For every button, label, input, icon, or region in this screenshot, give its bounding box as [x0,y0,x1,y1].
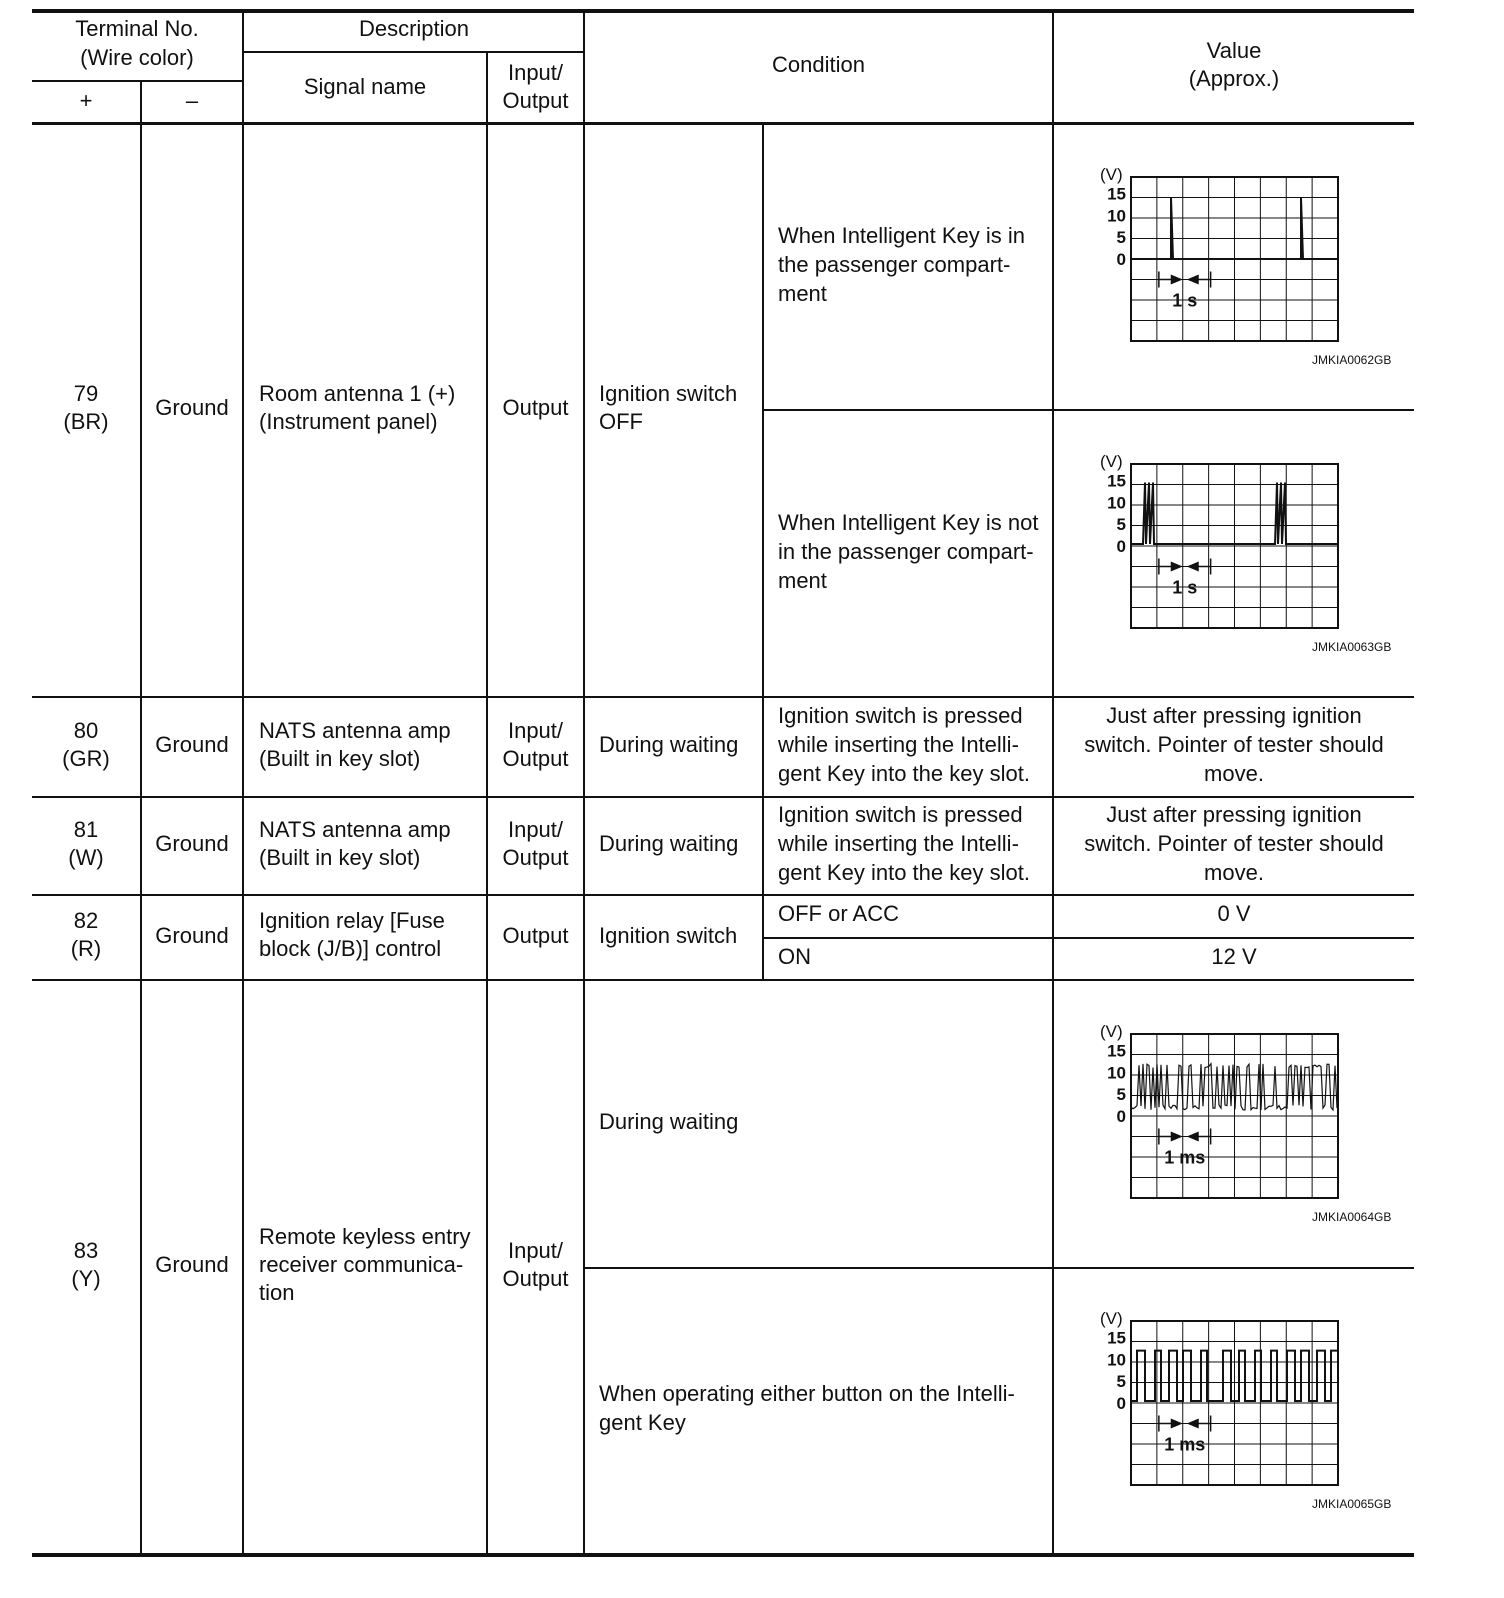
row82-signal-line2: block (J/B)] control [259,936,442,961]
row83-signal-line3: tion [259,1280,295,1305]
row80-signal-line2: (Built in key slot) [259,746,421,771]
header-minus: – [185,88,199,113]
row80-ground: Ground [155,732,229,757]
col-minus-left [140,81,142,1555]
row79-signal-line2: (Instrument panel) [259,409,438,434]
row79-wire: (BR) [63,409,109,434]
header-io-line1: Input/ [507,60,564,85]
header-signal-name: Signal name [303,74,427,99]
row80-io-line2: Output [502,746,569,771]
row81-ground: Ground [155,831,229,856]
row80-detail-line2: while inserting the Intelli- [778,732,1019,757]
waveform-79-key-in-code: JMKIA0062GB [1312,353,1392,367]
y-tick-label: 5 [1116,228,1126,248]
col-signal-left [242,11,244,1555]
row82-condition: Ignition switch [599,923,738,948]
row81-detail-line1: Ignition switch is pressed [778,802,1023,827]
y-tick-label: 0 [1116,250,1126,269]
row80-value-line3: move. [1204,761,1264,786]
header-description: Description [358,16,470,41]
y-tick-label: 10 [1107,1063,1126,1083]
row82-wire: (R) [70,936,102,961]
row83-signal-line1: Remote keyless entry [259,1224,471,1249]
row80-wire: (GR) [62,746,110,771]
row81-detail-line2: while inserting the Intelli- [778,831,1019,856]
time-label: 1 s [1172,290,1198,311]
row80-value-line1: Just after pressing ignition [1106,703,1362,728]
y-tick-label: 10 [1107,206,1126,226]
waveform-83-button [1096,1308,1346,1490]
waveform-79-key-in [1096,164,1346,346]
y-tick-label: 15 [1107,1328,1126,1348]
y-tick-label: 5 [1116,1085,1126,1105]
row82-signal-line1: Ignition relay [Fuse [259,908,445,933]
time-label: 1 ms [1164,1147,1206,1168]
row82-io: Output [502,923,569,948]
row83-wire: (Y) [71,1266,101,1291]
rule-bottom [32,1553,1414,1557]
row79-io: Output [502,395,569,420]
row79-signal-line1: Room antenna 1 (+) [259,381,456,406]
time-label: 1 s [1172,577,1198,598]
rule-header-bottom [32,122,1414,125]
row83-sub1-text: During waiting [599,1109,739,1134]
row79-ground: Ground [155,395,229,420]
waveform-83-button-code: JMKIA0065GB [1312,1497,1392,1511]
row83-terminal: 83 [73,1238,99,1263]
row81-value-line3: move. [1204,860,1264,885]
waveform-83-waiting [1096,1021,1346,1203]
y-tick-label: 0 [1116,1394,1126,1413]
header-value-line2: (Approx.) [1188,66,1280,91]
y-unit-label: (V) [1100,165,1123,184]
y-tick-label: 0 [1116,1107,1126,1126]
waveform-83-waiting-code: JMKIA0064GB [1312,1210,1392,1224]
y-tick-label: 15 [1107,184,1126,204]
row82-state1: OFF or ACC [778,901,900,926]
rule-82-split [762,937,1414,939]
row81-value-line1: Just after pressing ignition [1106,802,1362,827]
row79-condition-line2: OFF [599,409,643,434]
row79-terminal: 79 [73,381,99,406]
row81-wire: (W) [68,845,104,870]
y-tick-label: 15 [1107,471,1126,491]
row79-condition-line1: Ignition switch [599,381,738,406]
row80-value-line2: switch. Pointer of tester should [1084,732,1384,757]
y-tick-label: 15 [1107,1041,1126,1061]
row82-ground: Ground [155,923,229,948]
row81-io-line1: Input/ [507,817,564,842]
row79-sub2-line1: When Intelligent Key is not [778,510,1039,535]
rule-83-split [583,1267,1414,1269]
y-tick-label: 0 [1116,537,1126,556]
row82-state2: ON [778,944,811,969]
row81-terminal: 81 [73,817,99,842]
row79-sub2-line2: in the passenger compart- [778,539,1034,564]
row81-condition: During waiting [599,831,739,856]
row81-signal-line2: (Built in key slot) [259,845,421,870]
row80-terminal: 80 [73,718,99,743]
row80-signal-line1: NATS antenna amp [259,718,451,743]
rule-terminal [32,80,243,82]
rule-81-bottom [32,894,1414,896]
row79-sub1-line3: ment [778,281,827,306]
row80-condition: During waiting [599,732,739,757]
row83-sub2-line1: When operating either button on the Intelli- [599,1381,1015,1406]
header-io-line2: Output [502,88,569,113]
rule-80-bottom [32,796,1414,798]
y-tick-label: 10 [1107,1350,1126,1370]
header-terminal-no: Terminal No. [75,16,199,41]
row83-ground: Ground [155,1252,229,1277]
row81-detail-line3: gent Key into the key slot. [778,860,1030,885]
row81-value-line2: switch. Pointer of tester should [1084,831,1384,856]
row83-io-line1: Input/ [507,1238,564,1263]
row80-detail-line1: Ignition switch is pressed [778,703,1023,728]
row82-terminal: 82 [73,908,99,933]
row83-sub2-line2: gent Key [599,1410,686,1435]
row83-io-line2: Output [502,1266,569,1291]
col-io-left [486,52,488,1555]
row81-signal-line1: NATS antenna amp [259,817,451,842]
row80-io-line1: Input/ [507,718,564,743]
y-unit-label: (V) [1100,1022,1123,1041]
rule-top [32,9,1414,13]
y-unit-label: (V) [1100,1309,1123,1328]
y-tick-label: 5 [1116,515,1126,535]
row83-signal-line2: receiver communica- [259,1252,464,1277]
header-value-line1: Value [1206,38,1262,63]
y-unit-label: (V) [1100,452,1123,471]
row82-value2: 12 V [1211,944,1257,969]
y-tick-label: 10 [1107,493,1126,513]
y-tick-label: 5 [1116,1372,1126,1392]
header-condition: Condition [772,52,865,77]
row79-sub1-line2: the passenger compart- [778,252,1011,277]
rule-79-split [762,409,1414,411]
header-wire-color: (Wire color) [80,45,194,70]
waveform-79-key-out-code: JMKIA0063GB [1312,640,1392,654]
row79-sub2-line3: ment [778,568,827,593]
waveform-79-key-out [1096,451,1346,633]
row79-sub1-line1: When Intelligent Key is in [778,223,1026,248]
row80-detail-line3: gent Key into the key slot. [778,761,1030,786]
row81-io-line2: Output [502,845,569,870]
row82-value1: 0 V [1217,901,1251,926]
header-plus: + [79,88,93,113]
time-label: 1 ms [1164,1434,1206,1455]
rule-82-bottom [32,979,1414,981]
col-condition-left [583,11,585,1555]
rule-79-bottom [32,696,1414,698]
col-subcondition-left-a [762,123,764,980]
rule-desc [243,51,584,53]
